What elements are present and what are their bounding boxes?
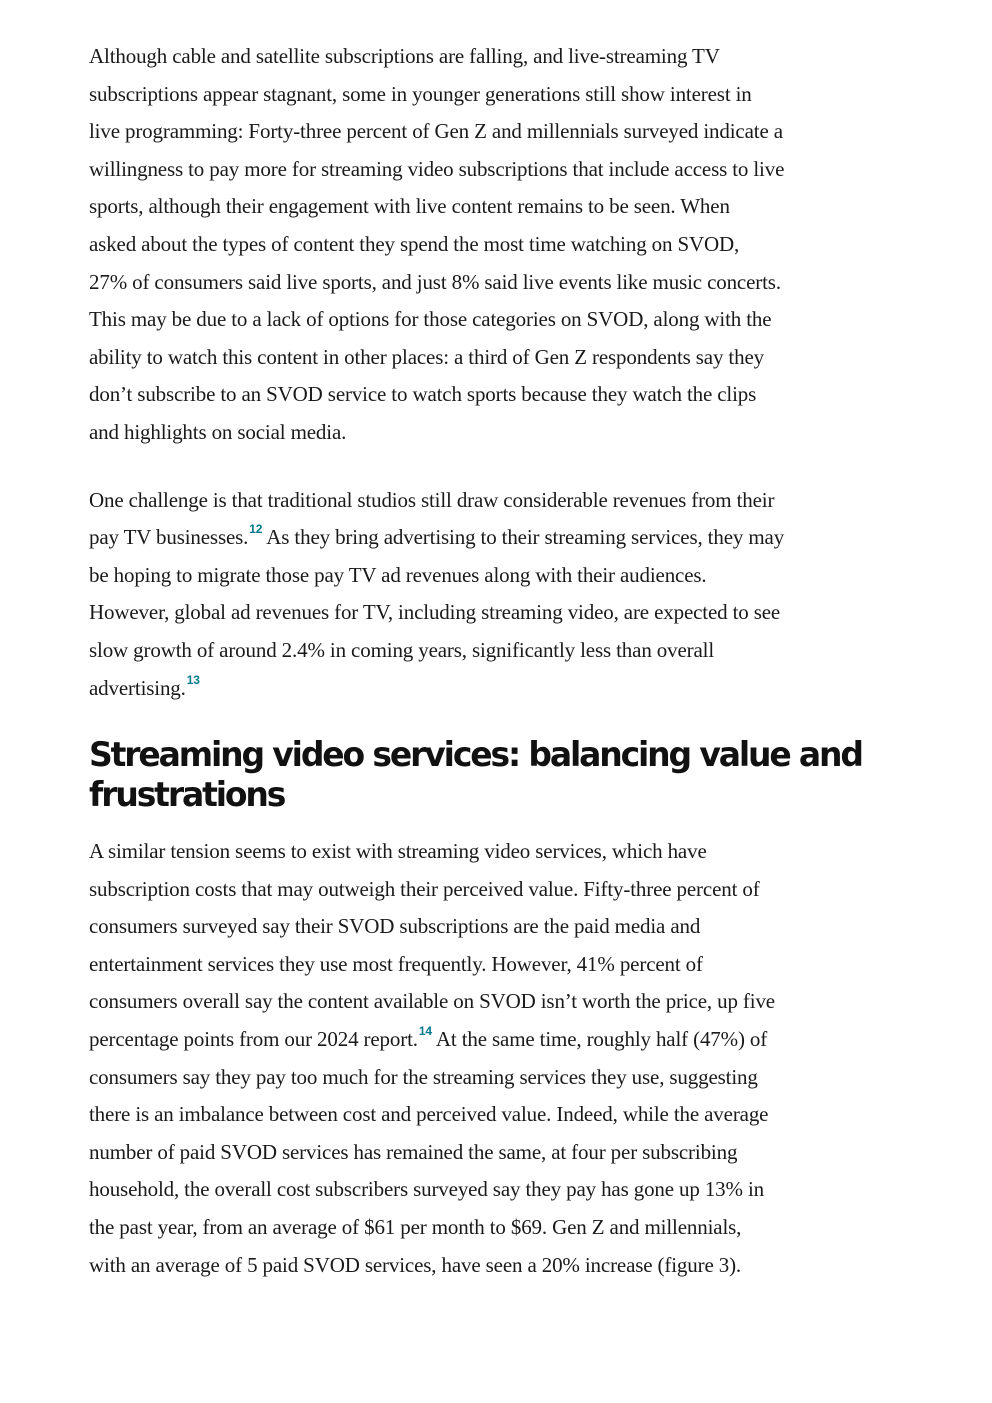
- paragraph-line: [89, 1021, 909, 1059]
- section-heading-line: Streaming video services: balancing value and: [89, 735, 862, 776]
- section-spacer: [89, 707, 909, 735]
- paragraph-line: [89, 670, 909, 708]
- paragraph-text: At the same time, roughly half (47%) of: [431, 1027, 768, 1052]
- paragraph-line: there is an imbalance between cost and perceived value. Indeed, while the average: [89, 1102, 769, 1127]
- paragraph-line: subscriptions appear stagnant, some in younger generations still show interest in: [89, 81, 752, 106]
- paragraph-spacer: [89, 452, 909, 482]
- document-page: [89, 38, 909, 1284]
- paragraph-line: be hoping to migrate those pay TV ad revenues along with their audiences.: [89, 562, 707, 587]
- paragraph-line: This may be due to a lack of options for those categories on SVOD, along with the: [89, 307, 772, 332]
- paragraph-text: percentage points from our 2024 report.: [89, 1027, 418, 1052]
- paragraph-text: As they bring advertising to their streaming services, they may: [262, 525, 785, 550]
- paragraph-line: 27% of consumers said live sports, and just 8% said live events like music concerts.: [89, 269, 781, 294]
- paragraph-line: don’t subscribe to an SVOD service to watch sports because they watch the clips: [89, 382, 757, 407]
- paragraph-live-programming: [89, 38, 909, 452]
- section-spacer: [89, 815, 909, 833]
- paragraph-line: Although cable and satellite subscriptions are falling, and live-streaming TV: [89, 44, 720, 68]
- footnote-link-12[interactable]: 12: [249, 522, 263, 537]
- paragraph-line: with an average of 5 paid SVOD services, have seen a 20% increase (figure 3).: [89, 1252, 742, 1277]
- paragraph-line: number of paid SVOD services has remained the same, at four per subscribing: [89, 1139, 738, 1164]
- paragraph-line: entertainment services they use most frequently. However, 41% percent of: [89, 951, 703, 976]
- paragraph-line: consumers overall say the content available on SVOD isn’t worth the price, up five: [89, 989, 775, 1014]
- paragraph-line: [89, 519, 909, 557]
- paragraph-line: ability to watch this content in other places: a third of Gen Z respondents say they: [89, 344, 764, 369]
- paragraph-line: However, global ad revenues for TV, including streaming video, are expected to see: [89, 600, 781, 625]
- paragraph-text: advertising.: [89, 675, 186, 700]
- footnote-link-13[interactable]: 13: [186, 672, 200, 687]
- paragraph-line: household, the overall cost subscribers surveyed say they pay has gone up 13% in: [89, 1177, 765, 1202]
- paragraph-line: consumers say they pay too much for the streaming services they use, suggesting: [89, 1064, 758, 1089]
- paragraph-line: slow growth of around 2.4% in coming years, significantly less than overall: [89, 637, 715, 662]
- paragraph-svod-value: [89, 833, 909, 1284]
- paragraph-line: subscription costs that may outweigh their perceived value. Fifty-three percent of: [89, 876, 760, 901]
- paragraph-studios-revenue: [89, 482, 909, 708]
- paragraph-text: pay TV businesses.: [89, 525, 249, 550]
- paragraph-line: and highlights on social media.: [89, 419, 347, 444]
- paragraph-line: consumers surveyed say their SVOD subscriptions are the paid media and: [89, 914, 701, 939]
- section-heading-line: frustrations: [89, 775, 285, 816]
- paragraph-line: asked about the types of content they spend the most time watching on SVOD,: [89, 231, 740, 256]
- paragraph-line: One challenge is that traditional studios still draw considerable revenues from their: [89, 487, 775, 512]
- paragraph-line: the past year, from an average of $61 per month to $69. Gen Z and millennials,: [89, 1215, 742, 1240]
- section-heading: [89, 735, 884, 815]
- paragraph-line: A similar tension seems to exist with streaming video services, which have: [89, 839, 707, 864]
- footnote-link-14[interactable]: 14: [418, 1024, 432, 1039]
- paragraph-line: willingness to pay more for streaming video subscriptions that include access to live: [89, 156, 785, 181]
- paragraph-line: sports, although their engagement with live content remains to be seen. When: [89, 194, 730, 219]
- paragraph-line: live programming: Forty-three percent of Gen Z and millennials surveyed indicate a: [89, 119, 783, 144]
